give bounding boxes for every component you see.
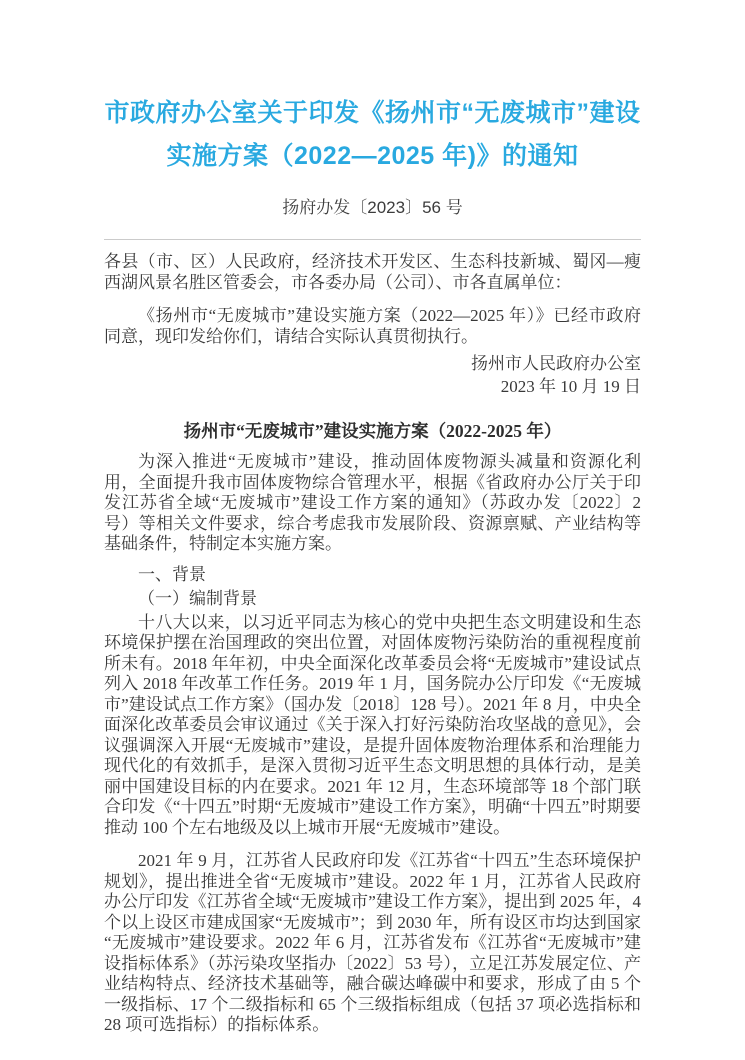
section-1-subsection-heading: （一）编制背景 bbox=[138, 589, 257, 608]
plan-title: 扬州市“无废城市”建设实施方案（2022-2025 年） bbox=[183, 421, 562, 441]
document-content-column bbox=[104, 92, 641, 1036]
doc-number: 扬府办发〔2023〕56 号 bbox=[282, 198, 463, 217]
background-paragraph-1: 十八大以来，以习近平同志为核心的党中央把生态文明建设和生态环境保护摆在治国理政的突出位置，对固体废物污染防治的重视程度前所未有。2018 年年初，中央全面深化改革委员会将“无废城市”建设试点列入 2018 年改革工作任务。2019 年 1 月，国务院办公厅印发《“无废城市”建设试点工作方案》（国办发〔2018〕128 号）。2021 年 8 月，中央全面深化改革委员会审议通过《关于深入打好污染防治攻坚战的意见》，会议强调深入开展“无废城市”建设，是提升固体废物治理体系和治理能力现代化的有效抓手，是深入贯彻习近平生态文明思想的具体行动，是美丽中国建设目标的内在要求。2021 年 12 月，生态环境部等 18 个部门联合印发《“十四五”时期“无废城市”建设工作方案》，明确“十四五”时期要推动 100 个左右地级及以上城市开展“无废城市”建设。 bbox=[104, 612, 641, 837]
notice-body-paragraph: 《扬州市“无废城市”建设实施方案（2022—2025 年）》已经市政府同意，现印发给你们，请结合实际认真贯彻执行。 bbox=[104, 306, 641, 346]
plan-intro-paragraph: 为深入推进“无废城市”建设，推动固体废物源头减量和资源化利用，全面提升我市固体废物综合管理水平，根据《省政府办公厅关于印发江苏省全域“无废城市”建设工作方案的通知》（苏政办发〔2022〕2 号）等相关文件要求，综合考虑我市发展阶段、资源禀赋、产业结构等基础条件，特制定本实施方案。 bbox=[104, 452, 641, 553]
notice-title: 市政府办公室关于印发《扬州市“无废城市”建设实施方案（2022—2025 年)》的通知 bbox=[104, 99, 641, 170]
signature-date: 2023 年 10 月 19 日 bbox=[500, 376, 641, 396]
divider bbox=[104, 239, 641, 240]
section-1-heading: 一、背景 bbox=[138, 564, 206, 584]
signature: 扬州市人民政府办公室 bbox=[471, 354, 641, 373]
addressee-paragraph: 各县（市、区）人民政府，经济技术开发区、生态科技新城、蜀冈—瘦西湖风景名胜区管委会，市各委办局（公司）、市各直属单位： bbox=[104, 252, 641, 292]
background-paragraph-2: 2021 年 9 月，江苏省人民政府印发《江苏省“十四五”生态环境保护规划》，提出推进全省“无废城市”建设。2022 年 1 月，江苏省人民政府办公厅印发《江苏省全域“无废城市”建设工作方案》，提出到 2025 年，4 个以上设区市建成国家“无废城市”；到 2030 年，所有设区市均达到国家“无废城市”建设要求。2022 年 6 月，江苏省发布《江苏省“无废城市”建设指标体系》（苏污染攻坚指办〔2022〕53 号），立足江苏发展定位、产业结构特点、经济技术基础等，融合碳达峰碳中和要求，形成了由 5 个一级指标、17 个二级指标和 65 个三级指标组成（包括 37 项必选指标和 28 项可选指标）的指标体系。 bbox=[104, 851, 641, 1034]
